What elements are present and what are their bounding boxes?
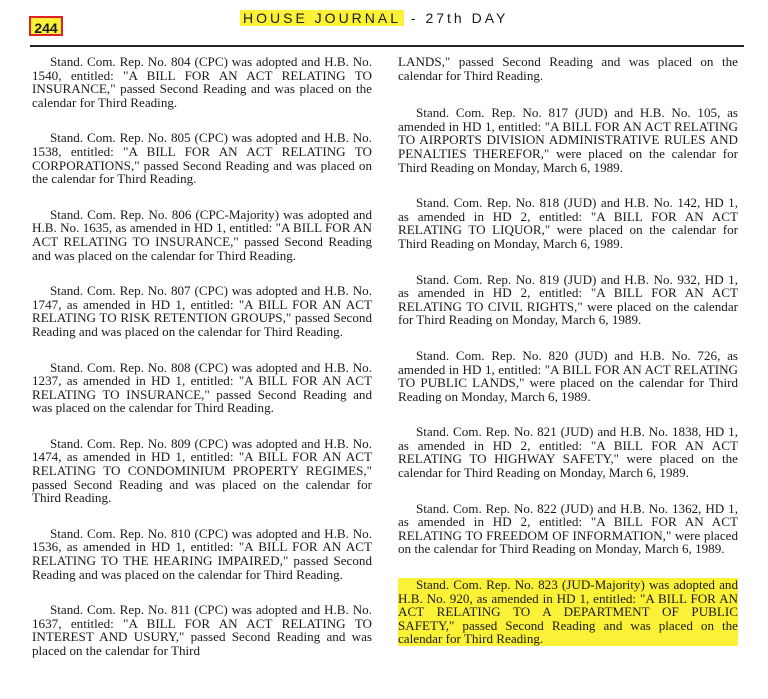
committee-report-entry: Stand. Com. Rep. No. 805 (CPC) was adopted and H.B. No. 1538, entitled: "A BILL FOR AN ACT RELATING TO CORPORATIONS," passed Second Reading and was placed on the calendar for Third Reading. bbox=[32, 130, 372, 187]
journal-day: - 27th DAY bbox=[410, 10, 509, 26]
committee-report-entry: Stand. Com. Rep. No. 804 (CPC) was adopted and H.B. No. 1540, entitled: "A BILL FOR AN ACT RELATING TO INSURANCE," passed Second Reading and was placed on the calendar for Third Reading. bbox=[32, 54, 372, 110]
committee-report-entry: Stand. Com. Rep. No. 820 (JUD) and H.B. No. 726, as amended in HD 1, entitled: "A BILL FOR AN ACT RELATING TO PUBLIC LANDS," were placed on the calendar for Third Reading on Monday, March 6, 1989. bbox=[398, 347, 738, 404]
continued-entry: LANDS," passed Second Reading and was placed on the calendar for Third Reading. bbox=[398, 54, 738, 83]
committee-report-entry: Stand. Com. Rep. No. 807 (CPC) was adopted and H.B. No. 1747, as amended in HD 1, entitled: "A BILL FOR AN ACT RELATING TO RISK RETENTION GROUPS," passed Second Reading and was placed on the calendar for Third Reading. bbox=[32, 283, 372, 339]
committee-report-entry: Stand. Com. Rep. No. 817 (JUD) and H.B. No. 105, as amended in HD 1, entitled: "A BILL FOR AN ACT RELATING TO AIRPORTS DIVISION ADMINISTRATIVE RULES AND PENALTIES THEREFOR," were placed on the calendar for Third Reading on Monday, March 6, 1989. bbox=[398, 105, 738, 175]
right-column bbox=[398, 55, 738, 668]
committee-report-entry: Stand. Com. Rep. No. 806 (CPC-Majority) was adopted and H.B. No. 1635, as amended in HD 1, entitled: "A BILL FOR AN ACT RELATING TO INSURANCE," passed Second Reading and was placed on the calendar for Third Reading. bbox=[32, 206, 372, 263]
committee-report-entry: Stand. Com. Rep. No. 810 (CPC) was adopted and H.B. No. 1536, as amended in HD 1, entitled: "A BILL FOR AN ACT RELATING TO THE HEARING IMPAIRED," passed Second Reading and was placed on the calendar for Third Reading. bbox=[32, 525, 372, 582]
committee-report-entry: Stand. Com. Rep. No. 821 (JUD) and H.B. No. 1838, HD 1, as amended in HD 2, entitled: "A BILL FOR AN ACT RELATING TO HIGHWAY SAFETY," were placed on the calendar for Third Reading on Monday, March 6, 1989. bbox=[398, 424, 738, 481]
left-column bbox=[32, 55, 372, 680]
committee-report-entry: Stand. Com. Rep. No. 822 (JUD) and H.B. No. 1362, HD 1, as amended in HD 2, entitled: "A BILL FOR AN ACT RELATING TO FREEDOM OF INFORMATION," were placed on the calendar for Third Reading on Monday, March 6, 1989. bbox=[398, 500, 738, 557]
header-rule bbox=[30, 45, 744, 47]
committee-report-entry: Stand. Com. Rep. No. 818 (JUD) and H.B. No. 142, HD 1, as amended in HD 2, entitled: "A BILL FOR AN ACT RELATING TO LIQUOR," were placed on the calendar for Third Reading on Monday, March 6, 1989. bbox=[398, 195, 738, 251]
committee-report-entry: Stand. Com. Rep. No. 809 (CPC) was adopted and H.B. No. 1474, as amended in HD 1, entitled: "A BILL FOR AN ACT RELATING TO CONDOMINIUM PROPERTY REGIMES," passed Second Reading and was placed on the calendar for Third Reading. bbox=[32, 435, 372, 506]
committee-report-entry: Stand. Com. Rep. No. 808 (CPC) was adopted and H.B. No. 1237, as amended in HD 1, entitled: "A BILL FOR AN ACT RELATING TO INSURANCE," passed Second Reading and was placed on the calendar for Third Reading. bbox=[32, 359, 372, 416]
page-number: 244 bbox=[29, 16, 63, 36]
journal-title: HOUSE JOURNAL bbox=[240, 10, 404, 26]
highlighted-report-entry: Stand. Com. Rep. No. 823 (JUD-Majority) was adopted and H.B. No. 920, as amended in HD 1, entitled: "A BILL FOR AN ACT RELATING TO A DEPARTMENT OF PUBLIC SAFETY," passed Second Reading and was placed on the calendar for Third Reading. bbox=[398, 577, 738, 647]
committee-report-entry: Stand. Com. Rep. No. 811 (CPC) was adopted and H.B. No. 1637, entitled: "A BILL FOR AN ACT RELATING TO INTEREST AND USURY," passed Second Reading and was placed on the calendar for Third bbox=[32, 602, 372, 658]
committee-report-entry: Stand. Com. Rep. No. 819 (JUD) and H.B. No. 932, HD 1, as amended in HD 2, entitled: "A BILL FOR AN ACT RELATING TO CIVIL RIGHTS," were placed on the calendar for Third Reading on Monday, March 6, 1989. bbox=[398, 271, 738, 328]
running-head bbox=[240, 7, 508, 29]
